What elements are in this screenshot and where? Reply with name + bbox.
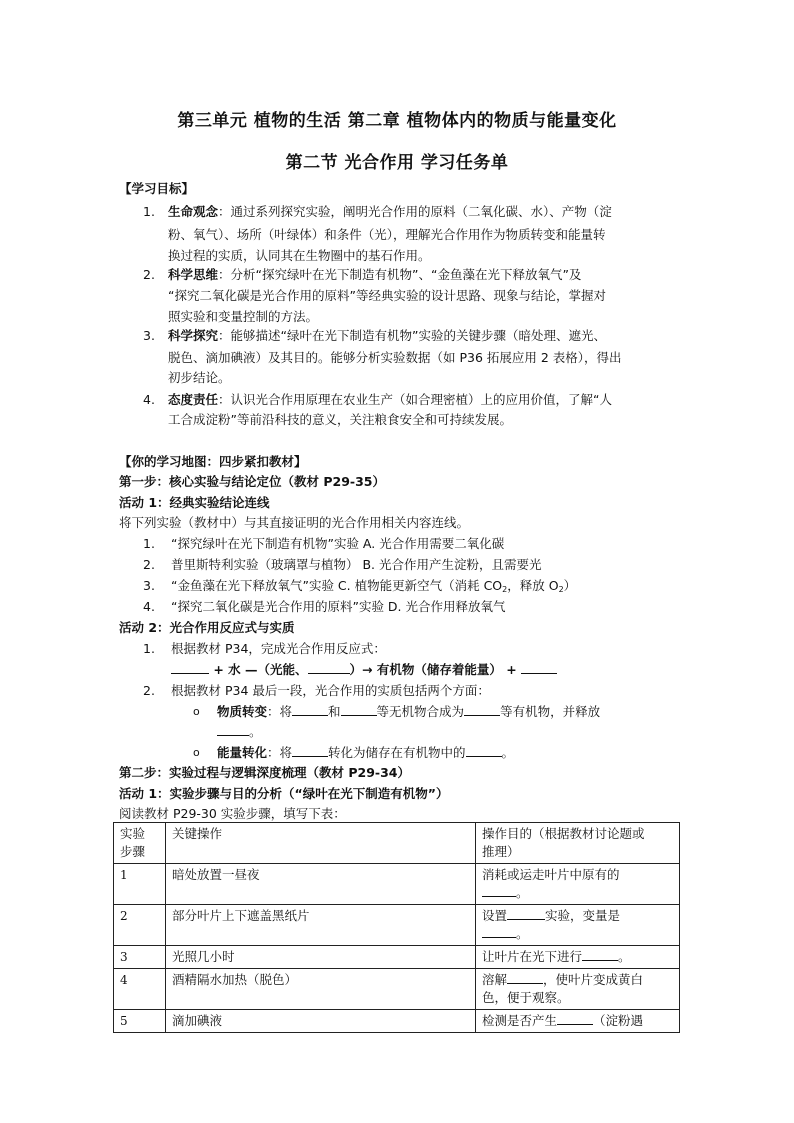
row-purpose: 检测是否产生 （淀粉遇	[476, 1010, 680, 1033]
objective-1-number: 1.	[143, 204, 155, 219]
header-purpose: 操作目的（根据教材讨论题或 推理）	[476, 823, 680, 864]
objective-3-line-1: 科学探究：能够描述“绿叶在光下制造有机物”实验的关键步骤（暗处理、遮光、	[168, 328, 606, 343]
material-blank-2[interactable]	[341, 703, 377, 716]
table-row	[114, 946, 680, 969]
a2-item-2: 根据教材 P34 最后一段，光合作用的实质包括两个方面：	[171, 683, 490, 698]
match-item-1: “探究绿叶在光下制造有机物”实验 A. 光合作用需要二氧化碳	[171, 536, 505, 551]
objectives-heading: 【学习目标】	[119, 181, 195, 196]
match-item-1-number: 1.	[143, 536, 155, 551]
objective-2-label: 科学思维	[168, 267, 219, 282]
material-blank-1[interactable]	[292, 703, 328, 716]
activity-3-title: 活动 1：实验步骤与目的分析（“绿叶在光下制造有机物”）	[119, 786, 449, 801]
row-purpose: 消耗或运走叶片中原有的 。	[476, 864, 680, 905]
table-row	[114, 1010, 680, 1033]
photosynthesis-equation: + 水 —（光能、 ）→ 有机物（储存着能量） +	[171, 661, 557, 679]
purpose-blank[interactable]	[482, 925, 516, 938]
row-operation: 滴加碘液	[166, 1010, 476, 1033]
table-row	[114, 969, 680, 1010]
table-row	[114, 905, 680, 946]
table-row	[114, 864, 680, 905]
objective-4-line-2: 工合成淀粉”等前沿科技的意义，关注粮食安全和可持续发展。	[168, 412, 512, 427]
objective-1-line-1: 生命观念：通过系列探究实验，阐明光合作用的原料（二氧化碳、水）、产物（淀	[168, 204, 612, 219]
match-item-2-number: 2.	[143, 557, 155, 572]
objective-2-number: 2.	[143, 267, 155, 282]
row-number: 5	[114, 1010, 166, 1033]
header-operation: 关键操作	[166, 823, 476, 864]
objective-2-line-2: “探究二氧化碳是光合作用的原料”等经典实验的设计思路、现象与结论，掌握对	[168, 288, 606, 303]
bullet-energy: o	[193, 746, 200, 759]
activity-1-title: 活动 1：经典实验结论连线	[119, 495, 270, 510]
map-heading: 【你的学习地图：四步紧扣教材】	[119, 454, 307, 469]
activity-1-intro: 将下列实验（教材中）与其直接证明的光合作用相关内容连线。	[119, 515, 470, 530]
equation-blank-condition[interactable]	[308, 661, 350, 674]
row-number: 1	[114, 864, 166, 905]
match-item-3-number: 3.	[143, 578, 155, 593]
activity-2-title: 活动 2：光合作用反应式与实质	[119, 620, 295, 635]
equation-blank-reactant[interactable]	[171, 661, 209, 674]
objective-3-line-2: 脱色、滴加碘液）及其目的。能够分析实验数据（如 P36 拓展应用 2 表格），得出	[168, 350, 622, 365]
energy-blank-1[interactable]	[292, 744, 328, 757]
row-operation: 暗处放置一昼夜	[166, 864, 476, 905]
row-number: 3	[114, 946, 166, 969]
purpose-blank[interactable]	[482, 884, 516, 897]
objective-3-number: 3.	[143, 328, 155, 343]
objective-2-line-3: 照实验和变量控制的方法。	[168, 309, 319, 324]
objective-4-number: 4.	[143, 392, 155, 407]
experiment-steps-table	[113, 822, 680, 1033]
material-blank-3[interactable]	[464, 703, 500, 716]
row-number: 2	[114, 905, 166, 946]
row-operation: 光照几小时	[166, 946, 476, 969]
energy-conversion-line: 能量转化：将 转化为储存在有机物中的 。	[217, 745, 515, 760]
objective-3-label: 科学探究	[168, 328, 219, 343]
row-operation: 酒精隔水加热（脱色）	[166, 969, 476, 1010]
objective-3-line-3: 初步结论。	[168, 370, 231, 385]
equation-blank-product[interactable]	[521, 661, 557, 674]
row-purpose: 让叶片在光下进行 。	[476, 946, 680, 969]
purpose-blank[interactable]	[582, 948, 618, 961]
row-purpose: 溶解 ，使叶片变成黄白 色，便于观察。	[476, 969, 680, 1010]
purpose-blank[interactable]	[507, 971, 543, 984]
row-purpose: 设置 实验，变量是 。	[476, 905, 680, 946]
objective-1-label: 生命观念	[168, 204, 219, 219]
purpose-blank[interactable]	[507, 907, 545, 920]
step-1-heading: 第一步：核心实验与结论定位（教材 P29-35）	[119, 474, 385, 489]
purpose-blank[interactable]	[557, 1012, 593, 1025]
section-title: 第二节 光合作用 学习任务单	[285, 153, 509, 173]
match-item-4-number: 4.	[143, 599, 155, 614]
material-conversion-line: 物质转变：将 和 等无机物合成为 等有机物，并释放	[217, 704, 601, 719]
bullet-material: o	[193, 705, 200, 718]
table-header-row	[114, 823, 680, 864]
objective-1-line-2: 粉、氧气）、场所（叶绿体）和条件（光），理解光合作用作为物质转变和能量转	[168, 227, 606, 242]
energy-blank-2[interactable]	[466, 744, 502, 757]
objective-1-line-3: 换过程的实质，认同其在生物圈中的基石作用。	[168, 248, 431, 263]
chapter-title: 第三单元 植物的生活 第二章 植物体内的物质与能量变化	[177, 111, 617, 131]
match-item-2: 普里斯特利实验（玻璃罩与植物） B. 光合作用产生淀粉，且需要光	[171, 557, 542, 572]
a2-item-1-number: 1.	[143, 641, 155, 656]
a2-item-1: 根据教材 P34，完成光合作用反应式：	[171, 641, 386, 656]
row-number: 4	[114, 969, 166, 1010]
objective-4-line-1: 态度责任：认识光合作用原理在农业生产（如合理密植）上的应用价值，了解“人	[168, 392, 612, 407]
objective-4-label: 态度责任	[168, 392, 219, 407]
material-blank-4[interactable]	[217, 723, 249, 736]
step-2-heading: 第二步：实验过程与逻辑深度梳理（教材 P29-34）	[119, 765, 410, 780]
header-step: 实验 步骤	[114, 823, 166, 864]
row-operation: 部分叶片上下遮盖黑纸片	[166, 905, 476, 946]
match-item-3: “金鱼藻在光下释放氧气”实验 C. 植物能更新空气（消耗 $CO_2$，释放 $O_2$）	[171, 578, 577, 594]
match-item-4: “探究二氧化碳是光合作用的原料”实验 D. 光合作用释放氧气	[171, 599, 506, 614]
a2-item-2-number: 2.	[143, 683, 155, 698]
material-conversion-line-2: 。	[217, 723, 262, 741]
objective-2-line-1: 科学思维：分析“探究绿叶在光下制造有机物”、“金鱼藻在光下释放氧气”及	[168, 267, 582, 282]
activity-3-intro: 阅读教材 P29-30 实验步骤，填写下表：	[119, 806, 346, 821]
